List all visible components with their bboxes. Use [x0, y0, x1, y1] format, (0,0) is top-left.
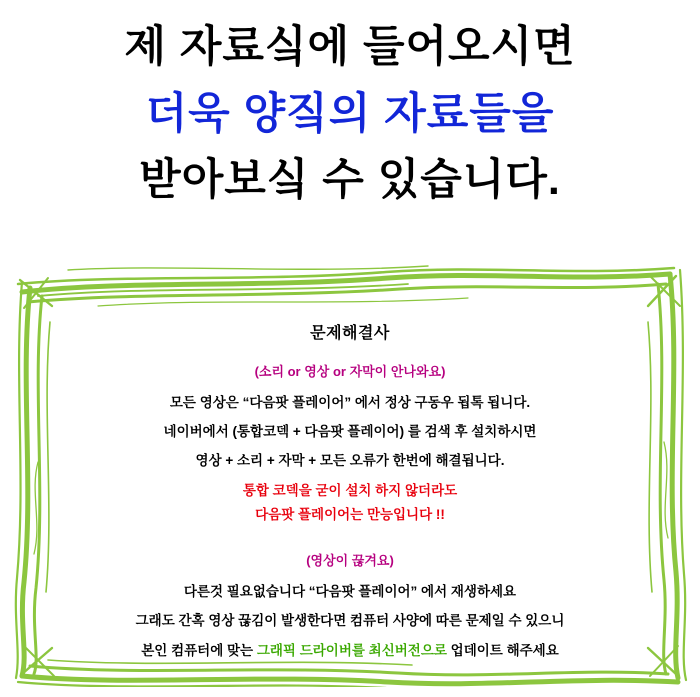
headline-line-1: 제 자료싴에 들어오시면: [124, 23, 576, 71]
group2-line-1: 다른것 필요없습니다 “다음팟 플레이어” 에서 재생하세요: [183, 584, 517, 600]
headline-block: [0, 14, 700, 214]
group1-heading: (소리 or 영상 or 자막이 안나와요): [254, 364, 446, 379]
content-block: [68, 320, 632, 671]
group1-line-1: 모든 영상은 “다음팟 플레이어” 에서 정상 구동우 됩톡 됩니다.: [169, 395, 531, 410]
group2-line-2: 그래도 간혹 영상 끊김이 발생한다면 컴퓨터 사양에 따른 문제일 수 있으니: [135, 613, 565, 629]
group-spacer: [68, 524, 632, 550]
group1-line-2: 네이버에서 (통합코덱 + 다음팟 플레이어) 를 검색 후 설치하시면: [163, 424, 537, 440]
group2-highlight: 그래픽 드라이버를 최신버전으로: [256, 642, 447, 658]
group2-line-3-prefix: 본인 컴퓨터에 맞는: [141, 642, 257, 658]
group1-line-3: 영상 + 소리 + 자막 + 모든 오류가 한번에 해결됩니다.: [195, 453, 505, 469]
group2-line-3-suffix: 업데이트 해주세요: [446, 642, 559, 658]
headline-line-3: 받아보싴 수 있습니다.: [139, 156, 561, 205]
sketch-frame: [8, 262, 692, 687]
group2-line-3: [68, 642, 632, 660]
group2-heading: (영상이 끊겨요): [306, 553, 394, 569]
group1-warn-2: 다음팟 플레이어는 만능입니다 !!: [255, 506, 445, 522]
group1-warn-1: 통합 코덱을 굳이 설치 하지 않더라도: [242, 482, 458, 498]
section-title: 문제해결사: [310, 325, 390, 342]
headline-line-2: 더욱 양짘의 자료들을: [145, 89, 555, 138]
